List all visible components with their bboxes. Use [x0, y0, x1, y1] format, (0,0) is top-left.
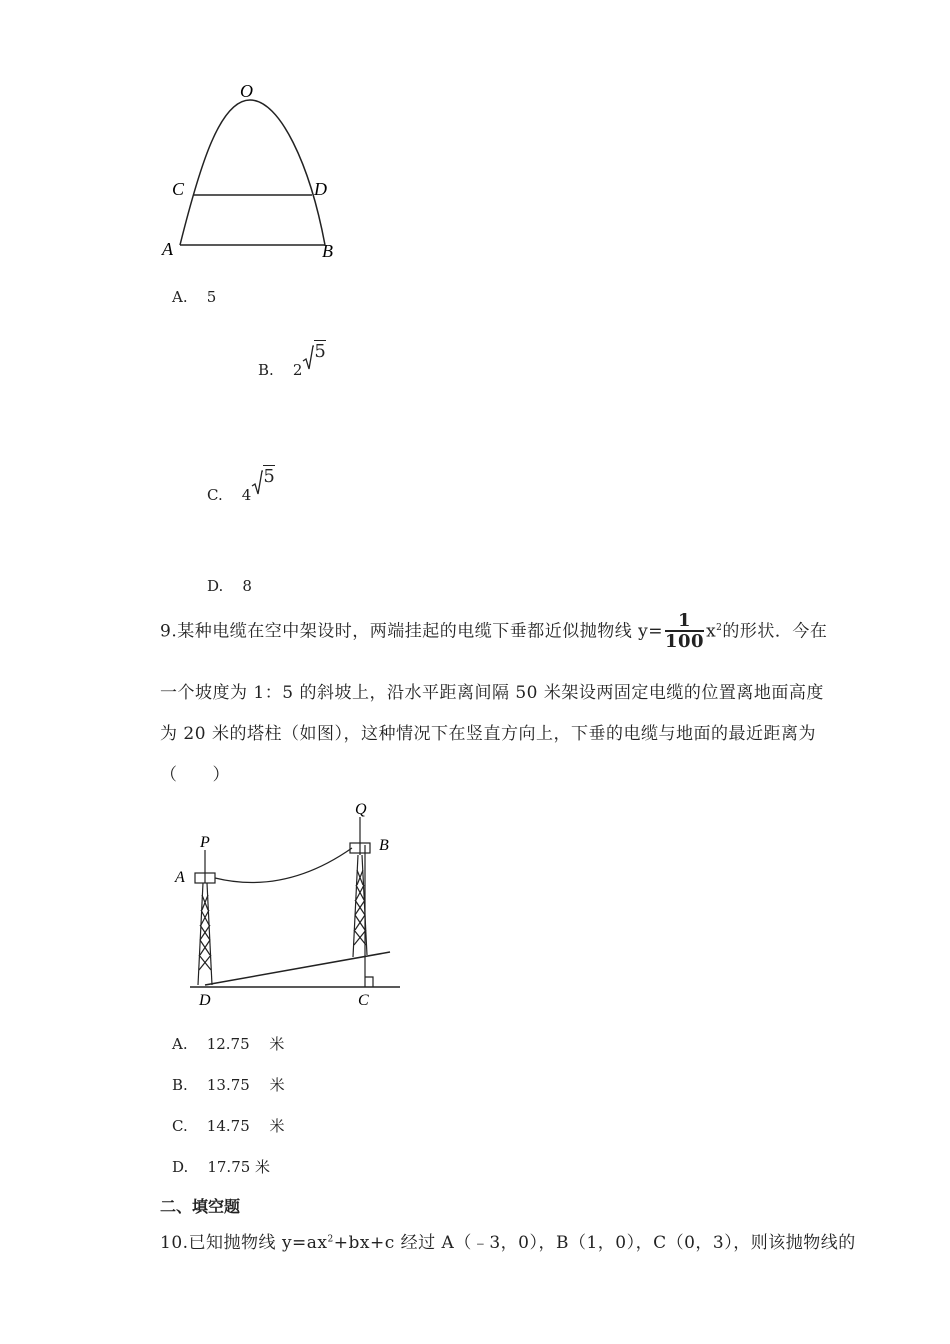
fraction-numerator: 1 — [665, 612, 704, 632]
q10-text-after: +bx+c 经过 A（﹣3，0），B（1，0），C（0，3），则该抛物线的 — [333, 1233, 856, 1253]
q9-line-1 — [160, 612, 827, 652]
label-q: Q — [355, 801, 367, 818]
option-letter: C. — [172, 1117, 188, 1135]
option-text: 13.75 米 — [206, 1076, 285, 1094]
option-coef: 2 — [292, 361, 303, 379]
q9-line-1-text: 9.某种电缆在空中架设时，两端挂起的电缆下垂都近似抛物线 y= — [160, 621, 663, 642]
parabola-curve — [180, 100, 325, 245]
option-letter: A. — [172, 288, 188, 306]
q9-option-c — [172, 1115, 285, 1136]
cable-curve — [215, 848, 352, 883]
q9-line-2: 一个坡度为 1：5 的斜坡上，沿水平距离间隔 50 米架设两固定电缆的位置离地面高度 — [160, 683, 824, 703]
variable-x: x — [706, 621, 717, 642]
radicand: 5 — [314, 341, 326, 362]
label-c: C — [172, 179, 185, 199]
sqrt-expression — [302, 341, 326, 371]
option-text: 17.75 米 — [207, 1158, 271, 1176]
label-c: C — [358, 992, 369, 1009]
sqrt-expression — [251, 466, 275, 496]
option-letter: D. — [172, 1158, 189, 1176]
q9-option-d — [172, 1156, 270, 1177]
q9-option-b — [172, 1074, 285, 1095]
tower-cable-figure — [165, 795, 405, 1010]
q8-option-d — [207, 577, 252, 595]
exponent: 2 — [716, 622, 723, 633]
q9-line-4: （ ） — [160, 765, 230, 785]
option-value: 8 — [242, 577, 252, 595]
q9-option-a — [172, 1033, 284, 1054]
q8-option-c — [207, 466, 275, 504]
option-coef: 4 — [241, 486, 252, 504]
label-d: D — [314, 179, 327, 199]
option-text: 14.75 米 — [206, 1117, 285, 1135]
q8-option-a — [172, 288, 216, 306]
radical-sign-icon — [302, 345, 314, 371]
option-value: 5 — [206, 288, 217, 306]
radical-sign-icon — [251, 470, 263, 496]
exponent: 2 — [327, 1234, 334, 1245]
label-a: A — [175, 869, 185, 886]
q9-line-1-tail: 的形状．今在 — [722, 621, 828, 642]
option-letter: A. — [172, 1035, 188, 1053]
q10-line-1 — [160, 1228, 856, 1253]
q10-text-before: 10.已知抛物线 y=ax — [160, 1233, 328, 1253]
q8-option-b — [258, 341, 326, 379]
option-letter: B. — [258, 361, 274, 379]
option-letter: D. — [207, 577, 224, 595]
right-angle-mark — [365, 977, 373, 987]
label-p: P — [200, 834, 210, 851]
label-o: O — [240, 81, 253, 101]
fraction-denominator: 100 — [664, 631, 705, 652]
label-b: B — [322, 241, 333, 261]
option-letter: B. — [172, 1076, 188, 1094]
option-text: 12.75 米 — [206, 1035, 285, 1053]
parabola-arch-figure — [150, 75, 350, 265]
section-heading: 二、填空题 — [160, 1197, 241, 1216]
right-tower — [350, 817, 370, 957]
radicand: 5 — [263, 466, 275, 487]
label-b: B — [379, 837, 389, 854]
slope-line — [205, 952, 390, 985]
q9-line-3: 为 20 米的塔柱（如图），这种情况下在竖直方向上，下垂的电缆与地面的最近距离为 — [160, 724, 816, 744]
label-a: A — [162, 239, 173, 259]
option-letter: C. — [207, 486, 223, 504]
left-tower — [195, 850, 215, 985]
label-d: D — [199, 992, 211, 1009]
fraction — [665, 612, 704, 652]
